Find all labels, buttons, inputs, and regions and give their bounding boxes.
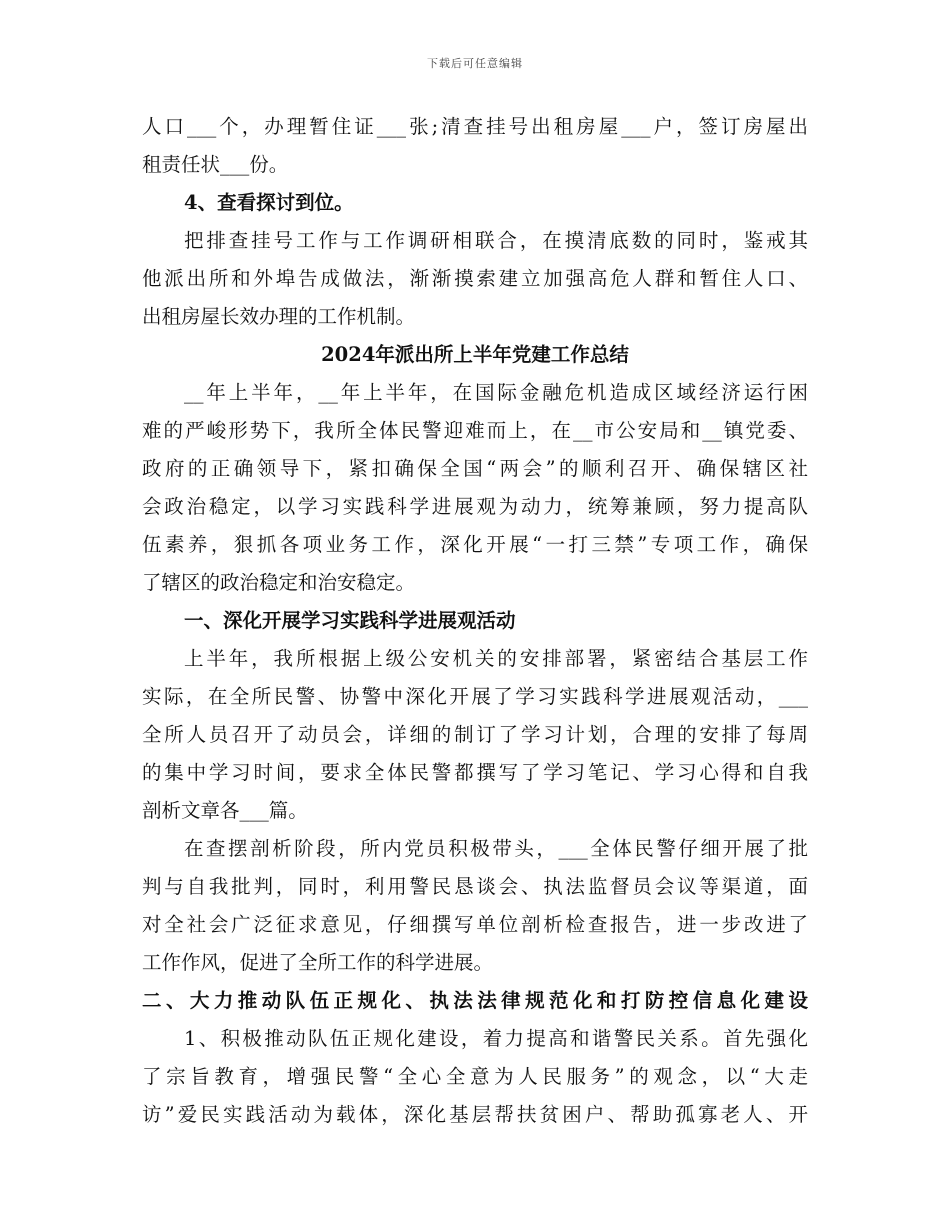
body-line: 的集中学习时间，要求全体民警都撰写了学习笔记、学习心得和自我: [142, 761, 808, 784]
body-line: 把排查挂号工作与工作调研相联合，在摸清底数的同时，鉴戒其: [184, 229, 808, 252]
body-line: 政府的正确领导下，紧扣确保全国“两会”的顺利召开、确保辖区社: [142, 457, 808, 480]
body-line: 1、积极推动队伍正规化建设，着力提高和谐警民关系。首先强化: [184, 1027, 808, 1050]
body-line: 他派出所和外埠告成做法，渐渐摸索建立加强高危人群和暂住人口、: [142, 267, 808, 290]
body-line: 难的严峻形势下，我所全体民警迎难而上，在__市公安局和__镇党委、: [142, 419, 808, 442]
body-line: 了辖区的政治稳定和治安稳定。: [142, 571, 416, 594]
document-body: [142, 108, 808, 1134]
body-line: 在查摆剖析阶段，所内党员积极带头，___全体民警仔细开展了批: [184, 837, 808, 860]
body-line: 租责任状___份。: [142, 153, 289, 176]
page-header-note: 下载后可任意编辑: [427, 57, 523, 70]
body-line: __年上半年，__年上半年，在国际金融危机造成区域经济运行困: [184, 381, 808, 404]
section-subheading: 4、查看探讨到位。: [184, 191, 354, 214]
body-line: 对全社会广泛征求意见，仔细撰写单位剖析检查报告，进一步改进了: [142, 913, 808, 936]
body-line: 工作作风，促进了全所工作的科学进展。: [142, 951, 494, 974]
document-title: 2024年派出所上半年党建工作总结: [321, 343, 629, 366]
section-heading: 二、大力推动队伍正规化、执法法律规范化和打防控信息化建设: [142, 989, 808, 1012]
body-line: 伍素养，狠抓各项业务工作，深化开展“一打三禁”专项工作，确保: [142, 533, 808, 556]
body-line: 出租房屋长效办理的工作机制。: [142, 305, 416, 328]
body-line: 了宗旨教育，增强民警“全心全意为人民服务”的观念，以“大走: [142, 1065, 808, 1088]
body-line: 会政治稳定，以学习实践科学进展观为动力，统筹兼顾，努力提高队: [142, 495, 808, 518]
body-line: 人口___个，办理暂住证___张;清查挂号出租房屋___户，签订房屋出: [142, 115, 808, 138]
section-heading: 一、深化开展学习实践科学进展观活动: [184, 609, 516, 632]
body-line: 上半年，我所根据上级公安机关的安排部署，紧密结合基层工作: [184, 647, 808, 670]
body-line: 判与自我批判，同时，利用警民恳谈会、执法监督员会议等渠道，面: [142, 875, 808, 898]
body-line: 剖析文章各___篇。: [142, 799, 308, 822]
body-line: 访”爱民实践活动为载体，深化基层帮扶贫困户、帮助孤寡老人、开: [142, 1103, 808, 1126]
body-line: 实际，在全所民警、协警中深化开展了学习实践科学进展观活动，___: [142, 685, 808, 708]
body-line: 全所人员召开了动员会，详细的制订了学习计划，合理的安排了每周: [142, 723, 808, 746]
